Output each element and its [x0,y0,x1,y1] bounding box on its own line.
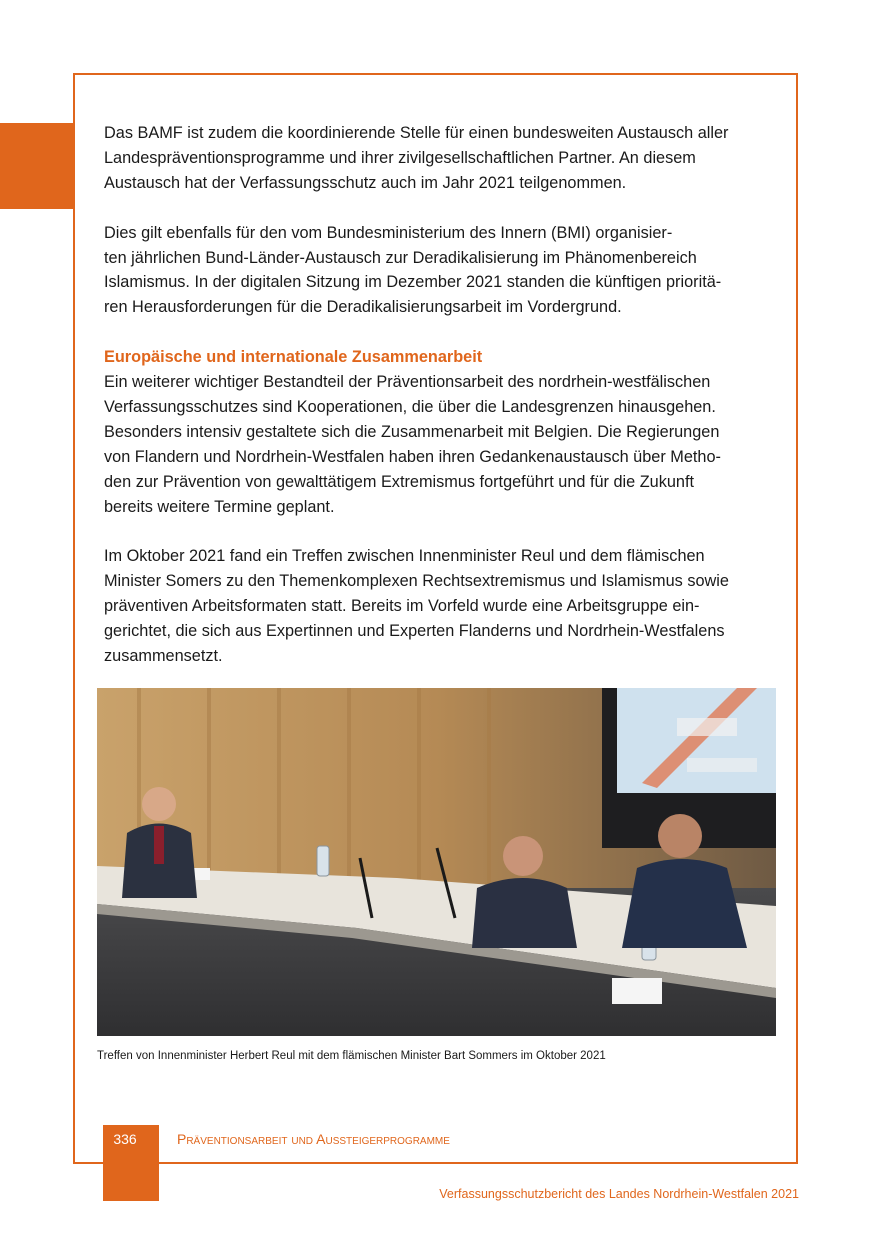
paragraph-bmi: Dies gilt ebenfalls für den vom Bundesministerium des Innern (BMI) organisier- ten jährlichen Bund-Länder-Austausch zur Deradikalisierung im Phänomenbereich Islamismus. In der digitalen Sitzung im Dezember 2021 standen die künftigen prioritä- ren Herausforderungen für die Deradikalisierungsarbeit im Vordergrund. [104,223,722,317]
paragraph-bamf: Das BAMF ist zudem die koordinierende Stelle für einen bundesweiten Austausch aller Landespräventionsprogramme und ihrer zivilgesellschaftlichen Partner. An diesem Austausch hat der Verfassungsschutz auch im Jahr 2021 teilgenommen. [104,124,729,192]
running-section-title: Präventionsarbeit und Aussteigerprogramme [177,1131,450,1147]
page-number: 336 [113,1131,137,1147]
page-number-box [103,1125,159,1201]
meeting-photo [97,688,776,1036]
paragraph-cooperation: Ein weiterer wichtiger Bestandteil der Präventionsarbeit des nordrhein-westfälischen Verfassungsschutzes sind Kooperationen, die über die Landesgrenzen hinausgehen. Besonders intensiv gestaltete sich die Zusammenarbeit mit Belgien. Die Regierungen von Flandern und Nordrhein-Westfalen haben ihren Gedankenaustausch über Metho- den zur Prävention von gewalttätigem Extremismus fortgeführt und für die Zukunft bereits weitere Termine geplant. [104,373,721,516]
section-heading: Europäische und internationale Zusammenarbeit [104,348,483,367]
publication-footer: Verfassungsschutzbericht des Landes Nordrhein-Westfalen 2021 [439,1187,799,1201]
photo-caption: Treffen von Innenminister Herbert Reul mit dem flämischen Minister Bart Sommers im Oktober 2021 [97,1050,606,1062]
chapter-tab-marker [0,123,74,209]
paragraph-meeting: Im Oktober 2021 fand ein Treffen zwischen Innenminister Reul und dem flämischen Minister Somers zu den Themenkomplexen Rechtsextremismus und Islamismus sowie präventiven Arbeitsformaten statt. Bereits im Vorfeld wurde eine Arbeitsgruppe ein- gerichtet, die sich aus Expertinnen und Experten Flanderns und Nordrhein-Westfalens zusammensetzt. [104,547,729,665]
body-text [104,121,776,694]
